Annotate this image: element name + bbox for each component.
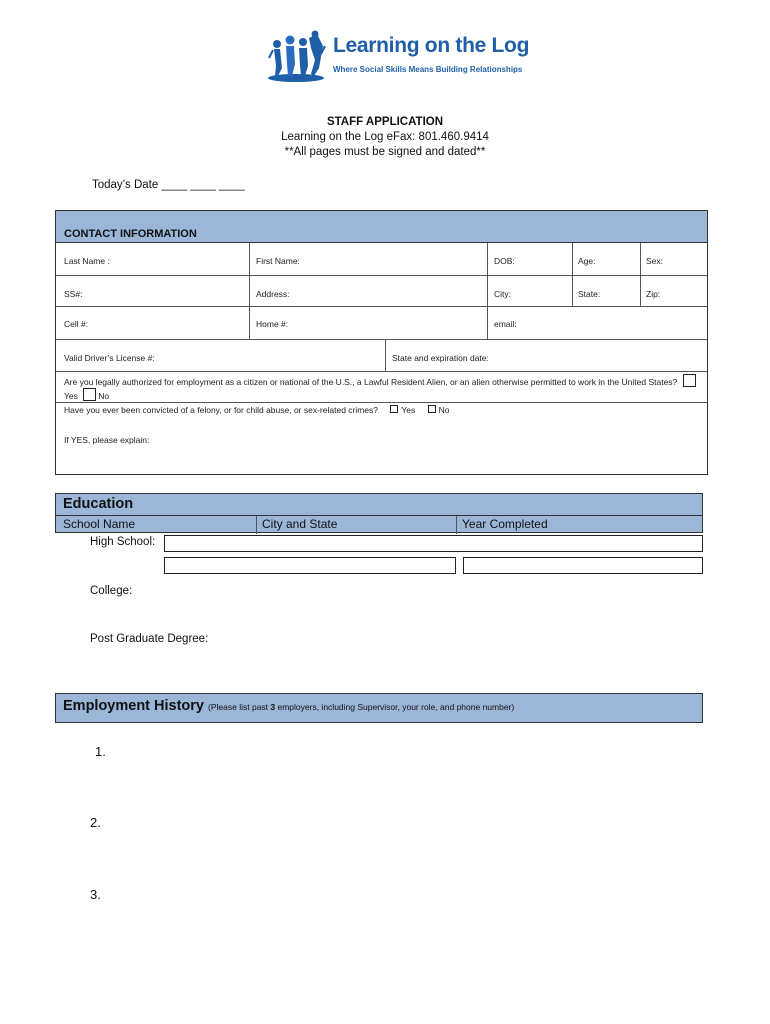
work-authorization-text: Are you legally authorized for employment as a citizen or national of the U.S., a Lawful Resident Alien, or an alien otherwise permitted to work in the United States? bbox=[64, 377, 678, 387]
fax-line: Learning on the Log eFax: 801.460.9414 bbox=[281, 131, 489, 143]
city-state-column: City and State bbox=[262, 517, 338, 531]
high-school-year-input[interactable] bbox=[463, 557, 703, 574]
row-divider bbox=[56, 402, 707, 403]
logo bbox=[265, 28, 530, 84]
contact-information-table bbox=[55, 210, 708, 475]
city-field[interactable]: City: bbox=[494, 289, 511, 299]
zip-field[interactable]: Zip: bbox=[646, 289, 661, 299]
employer-2-label: 2. bbox=[90, 815, 101, 830]
conviction-no-label: No bbox=[438, 405, 450, 415]
col-divider bbox=[572, 243, 573, 306]
employment-header bbox=[55, 693, 703, 723]
ss-field[interactable]: SS#: bbox=[64, 289, 83, 299]
home-phone-field[interactable]: Home #: bbox=[256, 319, 289, 329]
education-column-row bbox=[56, 515, 702, 534]
col-divider bbox=[249, 243, 250, 339]
col-divider bbox=[256, 516, 257, 534]
signature-notice: **All pages must be signed and dated** bbox=[284, 146, 486, 158]
row-divider bbox=[56, 306, 707, 307]
col-divider bbox=[385, 339, 386, 371]
conviction-text: Have you ever been convicted of a felony, or for child abuse, or sex-related crimes? bbox=[64, 405, 379, 415]
logo-tagline: Where Social Skills Means Building Relationships bbox=[333, 65, 523, 74]
col-divider bbox=[487, 243, 488, 339]
state-expiration-field[interactable]: State and expiration date: bbox=[392, 353, 489, 363]
post-graduate-label: Post Graduate Degree: bbox=[90, 633, 209, 645]
address-field[interactable]: Address: bbox=[256, 289, 290, 299]
row-divider bbox=[56, 339, 707, 340]
conviction-no-checkbox[interactable] bbox=[428, 405, 436, 413]
contact-title: CONTACT INFORMATION bbox=[64, 228, 197, 240]
employer-3-label: 3. bbox=[90, 887, 101, 902]
employment-note-post: employers, including Supervisor, your role, and phone number) bbox=[275, 702, 515, 712]
work-authorization-question bbox=[64, 374, 704, 402]
row-divider bbox=[56, 371, 707, 372]
high-school-city-input[interactable] bbox=[164, 557, 456, 574]
conviction-question bbox=[64, 405, 450, 415]
col-divider bbox=[640, 243, 641, 306]
license-field[interactable]: Valid Driver’s License #: bbox=[64, 353, 155, 363]
contact-header-bar bbox=[56, 211, 707, 243]
employment-title-line bbox=[63, 698, 514, 714]
page-title: STAFF APPLICATION bbox=[326, 116, 444, 128]
no-label: No bbox=[98, 391, 110, 401]
employment-note bbox=[208, 702, 514, 712]
age-field[interactable]: Age: bbox=[578, 256, 596, 266]
education-title: Education bbox=[63, 496, 134, 512]
college-label: College: bbox=[90, 585, 133, 597]
employment-note-count: 3 bbox=[270, 702, 276, 712]
col-divider bbox=[456, 516, 457, 534]
logo-brand: Learning on the Log bbox=[333, 34, 530, 57]
yes-checkbox[interactable] bbox=[683, 374, 696, 387]
year-completed-column: Year Completed bbox=[462, 517, 548, 531]
conviction-yes-label: Yes bbox=[401, 405, 416, 415]
cell-field[interactable]: Cell #: bbox=[64, 319, 89, 329]
dob-field[interactable]: DOB: bbox=[494, 256, 515, 266]
yes-label: Yes bbox=[64, 391, 78, 401]
education-header bbox=[55, 493, 703, 533]
school-name-column: School Name bbox=[63, 517, 136, 531]
employer-1-label: 1. bbox=[95, 744, 106, 759]
no-checkbox[interactable] bbox=[83, 388, 96, 401]
state-field[interactable]: State: bbox=[578, 289, 601, 299]
high-school-input[interactable] bbox=[164, 535, 703, 552]
email-field[interactable]: email: bbox=[494, 319, 517, 329]
explain-field[interactable]: If YES, please explain: bbox=[64, 435, 150, 445]
row-divider bbox=[56, 275, 707, 276]
high-school-label: High School: bbox=[90, 536, 156, 548]
last-name-field[interactable]: Last Name : bbox=[64, 256, 110, 266]
employment-note-pre: (Please list past bbox=[208, 702, 271, 712]
todays-date-field[interactable]: Today’s Date ____ ____ ____ bbox=[92, 179, 245, 191]
children-logo-icon bbox=[265, 28, 327, 84]
conviction-yes-checkbox[interactable] bbox=[390, 405, 398, 413]
employment-title: Employment History bbox=[63, 698, 204, 714]
sex-field[interactable]: Sex: bbox=[646, 256, 664, 266]
first-name-field[interactable]: First Name: bbox=[256, 256, 300, 266]
